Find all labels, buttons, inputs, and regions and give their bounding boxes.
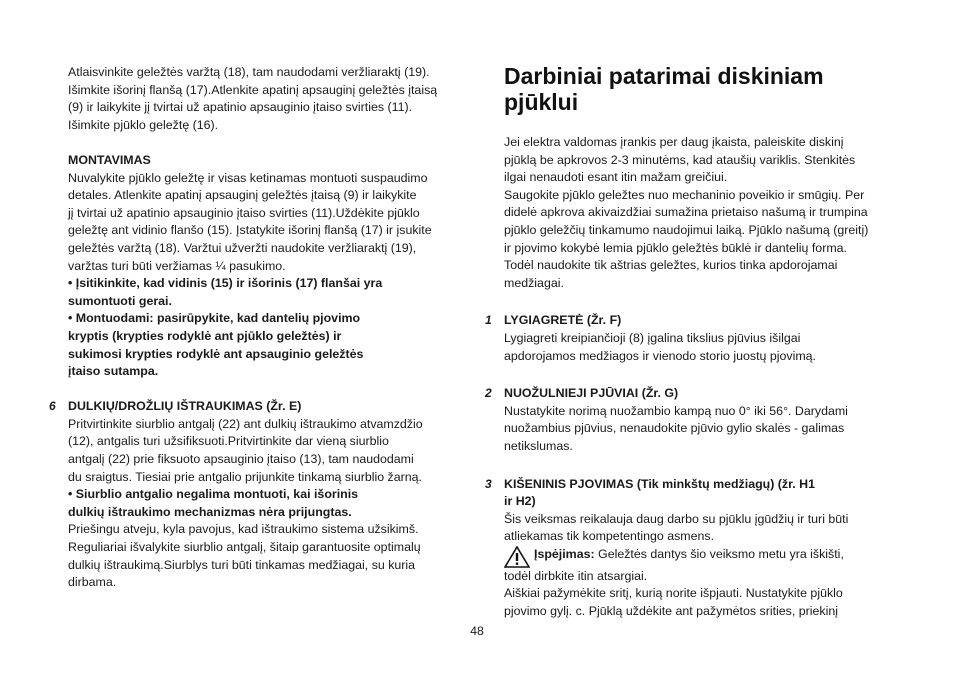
intro-line: medžiagai. [504, 275, 564, 290]
section-heading: LYGIAGRETĖ (Žr. F) [504, 313, 622, 328]
section-line: Lygiagreti kreipiančioji (8) įgalina tikslius pjūvius išilgai [504, 330, 801, 345]
section-line: Nustatykite norimą nuožambio kampą nuo 0° iki 56°. Darydami [504, 403, 848, 418]
montavimas-bold-line: • Įsitikinkite, kad vidinis (15) ir išorinis (17) flanšai yra [68, 276, 383, 291]
montavimas-line: geležtės varžtą (18). Varžtui užveržti naudokite veržliaraktį (19), [68, 240, 417, 255]
warning-text [534, 546, 844, 564]
montavimas-line: detales. Atlenkite apatinį apsauginį geležtės įtaisą (9) ir laikykite [68, 188, 417, 203]
warning-label: Įspėjimas: [534, 546, 595, 561]
intro-line: ir pjovimo kokybė lemia pjūklo geležtės būklė ir dantelių forma. [504, 240, 847, 255]
intro-line: pjūklą be apkrovos 2-3 minutėms, kad ataušių variklis. Stenkitės [504, 152, 856, 167]
section-line: Aiškiai pažymėkite sritį, kurią norite išpjauti. Nustatykite pjūklo [504, 586, 843, 601]
right-column [485, 134, 882, 621]
montavimas-bold-line: • Montuodami: pasirūpykite, kad dantelių pjovimo [68, 311, 361, 326]
section-number: 1 [485, 313, 492, 328]
section-number: 2 [485, 386, 492, 401]
section-line: dulkių ištraukimą.Siurblys turi būti tinkamas medžiagai, su kuria [68, 557, 416, 572]
page-title [504, 63, 904, 115]
page-number: 48 [470, 624, 484, 638]
section-line: Reguliariai išvalykite siurblio antgalį, šitaip garantuosite optimalų [68, 540, 421, 555]
section-number: 6 [49, 399, 56, 414]
intro-line: pjūklo geležčių tinkamumo naudojimui laiką. Pjūklo našumą (greitį) [504, 222, 869, 237]
intro-line: Išimkite pjūklo geležtę (16). [68, 117, 219, 132]
title-line: pjūklui [504, 89, 579, 115]
intro-line: didelė apkrova akivaizdžiai sumažina prietaiso našumą ir trumpina [504, 205, 868, 220]
intro-line: Todėl naudokite tik aštrias geležtes, kurios tinka apdorojamai [504, 258, 838, 273]
section-heading: ir H2) [504, 494, 536, 509]
section-heading: NUOŽULNIEJI PJŪVIAI (Žr. G) [504, 386, 679, 401]
montavimas-line: jį tvirtai už apatinio apsauginio įtaiso svirties (11).Uždėkite pjūklo [68, 205, 420, 220]
left-column [49, 64, 453, 592]
section-1 [485, 312, 882, 330]
section-line: nuožambius pjūvius, nenaudokite pjūvio gylio skalės - galimas [504, 421, 845, 436]
section-2 [485, 385, 882, 403]
section-number: 3 [485, 476, 492, 491]
intro-line: Išimkite išorinį flanšą (17).Atlenkite apatinį apsauginį geležtės įtaisą [68, 82, 438, 97]
warning-triangle-icon [504, 546, 530, 568]
section-line: (12), antgalis turi užsifiksuoti.Pritvirtinkite dar vieną siurblio [68, 434, 389, 449]
section-6 [49, 398, 453, 416]
section-bold-line: dulkių ištraukimo mechanizmas nėra prijungtas. [68, 504, 352, 519]
section-line: apdorojamos medžiagos ir vienodo storio juostų pjovimą. [504, 348, 816, 363]
section-line: Šis veiksmas reikalauja daug darbo su pjūklu įgūdžių ir turi būti [504, 511, 849, 526]
intro-line: (9) ir laikykite jį tvirtai už apatinio apsauginio įtaiso svirties (11). [68, 100, 413, 115]
montavimas-line: varžtas turi būti veržiamas ¼ pasukimo. [68, 258, 286, 273]
montavimas-bold-line: kryptis (krypties rodyklė ant pjūklo geležtės) ir [68, 328, 342, 343]
intro-line: Jei elektra valdomas įrankis per daug įkaista, paleiskite diskinį [504, 135, 844, 149]
section-3 [485, 476, 882, 511]
warning-row [504, 546, 882, 568]
intro-line: Atlaisvinkite geležtės varžtą (18), tam naudodami veržliaraktį (19). [68, 65, 430, 79]
section-heading: DULKIŲ/DROŽLIŲ IŠTRAUKIMAS (Žr. E) [68, 399, 302, 414]
section-line: antgalį (22) prie fiksuoto apsauginio įtaiso (13), tam naudodami [68, 452, 414, 467]
section-line: Pritvirtinkite siurblio antgalį (22) ant dulkių ištraukimo atvamzdžio [68, 416, 423, 431]
montavimas-bold-line: sumontuoti gerai. [68, 293, 172, 308]
montavimas-bold-line: įtaiso sutampa. [68, 364, 159, 379]
montavimas-line: geležtę ant vidinio flanšo (15). Įstatykite išorinį flanšą (17) ir įsukite [68, 223, 432, 238]
warning-continuation: todėl dirbkite itin atsargiai. [504, 568, 648, 583]
montavimas-bold-line: sukimosi krypties rodyklė ant apsauginio geležtės [68, 346, 364, 361]
section-heading: KIŠENINIS PJOVIMAS (Tik minkštų medžiagų) (žr. H1 [504, 476, 815, 491]
intro-line: ilgai nenaudoti esant itin mažam greičiui. [504, 170, 728, 185]
title-line: Darbiniai patarimai diskiniam [504, 63, 824, 89]
section-line: pjovimo gylį. c. Pjūklą uždėkite ant pažymėtos srities, priekinį [504, 604, 838, 619]
section-line: Priešingu atveju, kyla pavojus, kad ištraukimo sistema užsikimš. [68, 522, 419, 537]
montavimas-heading: MONTAVIMAS [68, 152, 151, 167]
section-bold-line: • Siurblio antgalio negalima montuoti, kai išorinis [68, 487, 359, 502]
intro-line: Saugokite pjūklo geležtes nuo mechaninio poveikio ir smūgių. Per [504, 187, 865, 202]
section-line: atliekamas tik kompetentingo asmens. [504, 529, 715, 544]
section-line: netikslumas. [504, 438, 573, 453]
section-line: du sraigtus. Tiesiai prie antgalio prijunkite tinkamą siurblio žarną. [68, 469, 422, 484]
section-line: dirbama. [68, 575, 117, 590]
montavimas-line: Nuvalykite pjūklo geležtę ir visas ketinamas montuoti suspaudimo [68, 170, 428, 185]
warning-body: Geležtės dantys šio veiksmo metu yra iškišti, [594, 546, 844, 561]
